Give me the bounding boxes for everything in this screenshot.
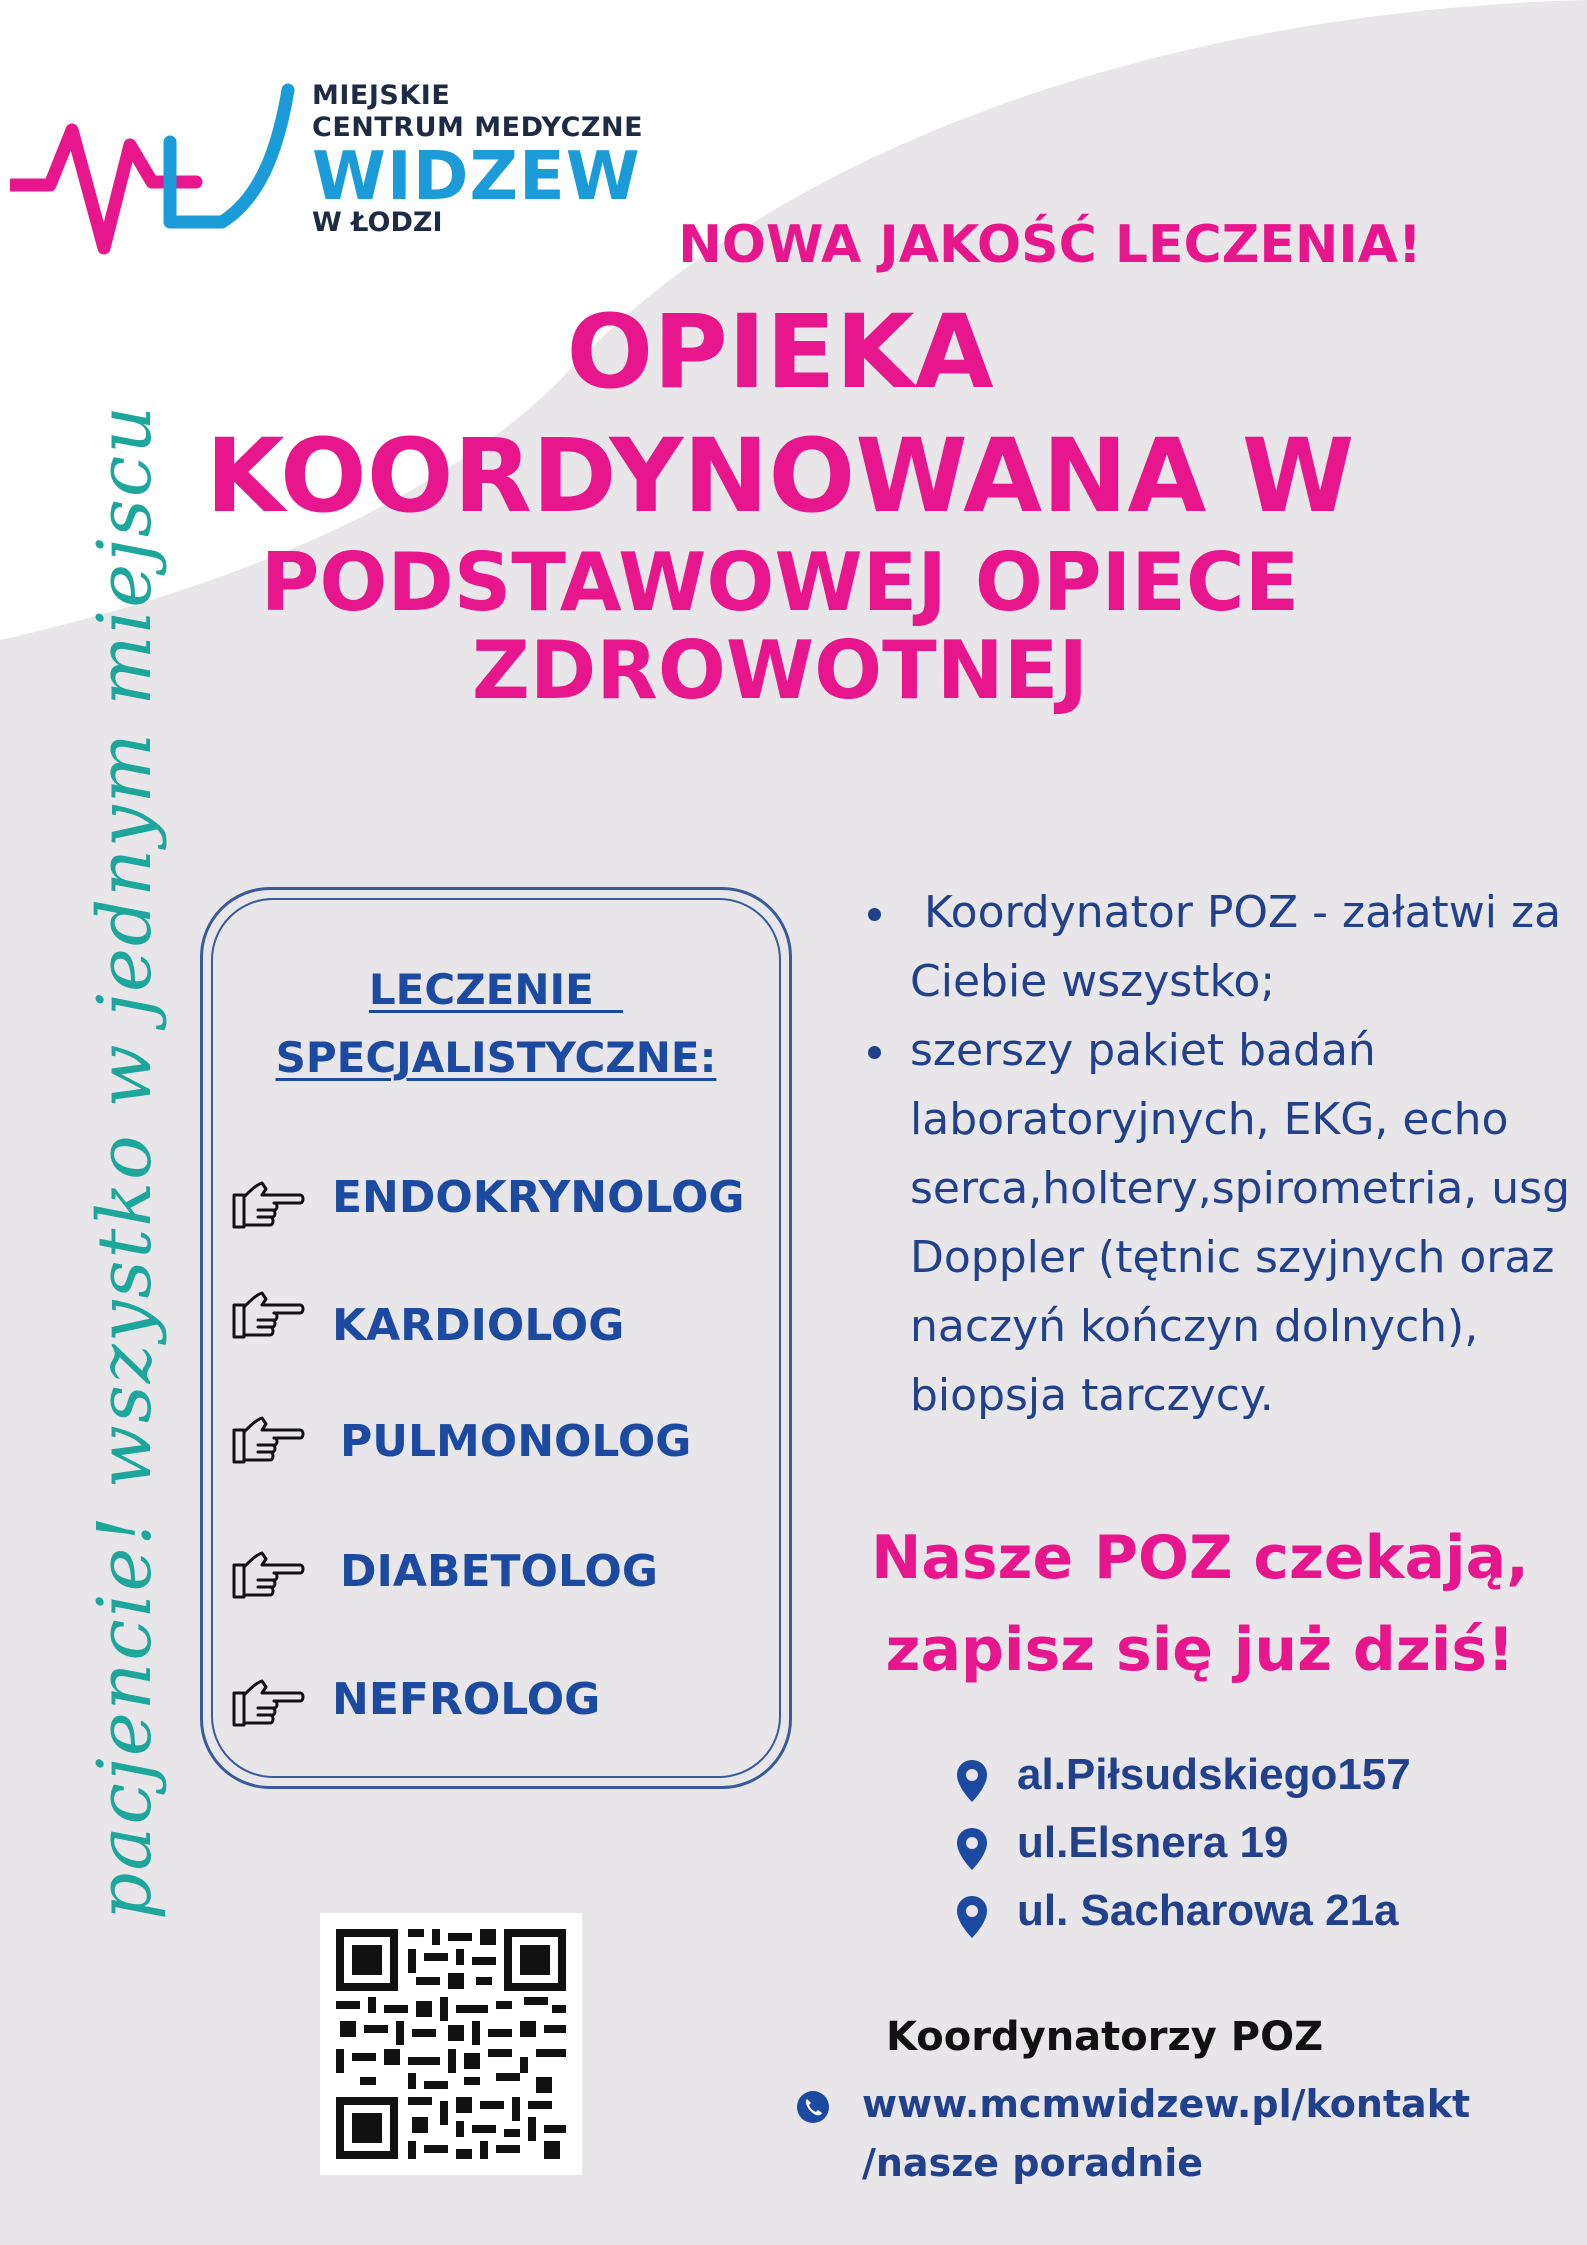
specialist-item: DIABETOLOG (340, 1546, 658, 1597)
logo-line2: CENTRUM MEDYCZNE (312, 112, 644, 143)
tagline: NOWA JAKOŚĆ LECZENIA! (678, 215, 1422, 275)
coordinators-title: Koordynatorzy POZ (886, 2014, 1324, 2060)
benefit-line: Koordynator POZ - załatwi za (910, 887, 1562, 938)
logo-mark (10, 70, 310, 260)
specialist-item: PULMONOLOG (340, 1416, 692, 1467)
pointing-hand-icon (228, 1175, 306, 1233)
benefit-line: laboratoryjnych, EKG, echo (910, 1094, 1509, 1145)
contact-link[interactable]: www.mcmwidzew.pl/kontakt (862, 2082, 1471, 2126)
specialist-item: NEFROLOG (332, 1674, 601, 1725)
benefit-line: Doppler (tętnic szyjnych oraz (910, 1232, 1555, 1283)
cta-line2: zapisz się już dziś! (885, 1615, 1515, 1685)
cta-line1: Nasze POZ czekają, (871, 1523, 1529, 1593)
logo-small: W ŁODZI (312, 207, 443, 238)
specialist-title-line2: SPECJALISTYCZNE: (275, 1033, 717, 1082)
location-pin-icon (954, 1758, 990, 1804)
benefit-line: Ciebie wszystko; (910, 956, 1276, 1007)
specialist-item: KARDIOLOG (332, 1300, 625, 1351)
pointing-hand-icon (228, 1545, 306, 1603)
benefits-list (862, 878, 1587, 1430)
side-slogan: pacjencie! wszystko w jednym miejscu (82, 403, 168, 1920)
qr-code[interactable] (320, 1913, 582, 2175)
logo-big: WIDZEW (312, 137, 641, 215)
logo-line1: MIEJSKIE (312, 80, 451, 111)
benefit-item (862, 1016, 1587, 1430)
benefit-item (862, 878, 1587, 1016)
headline-line2: KOORDYNOWANA W (205, 417, 1355, 536)
address-item: ul.Elsnera 19 (1017, 1818, 1289, 1867)
contact-link-cont[interactable]: /nasze poradnie (862, 2141, 1204, 2185)
pointing-hand-icon (228, 1285, 306, 1343)
headline-line4: ZDROWOTNEJ (471, 624, 1089, 717)
specialist-item: ENDOKRYNOLOG (332, 1172, 745, 1223)
specialist-title (200, 956, 792, 1092)
pointing-hand-icon (228, 1673, 306, 1731)
pointing-hand-icon (228, 1410, 306, 1468)
phone-icon (796, 2090, 830, 2124)
benefit-line: serca,holtery,spirometria, usg (910, 1163, 1571, 1214)
specialist-title-line1: LECZENIE (368, 965, 624, 1014)
logo-text (312, 80, 643, 238)
location-pin-icon (954, 1894, 990, 1940)
headline-line3: PODSTAWOWEJ OPIECE (260, 536, 1300, 629)
address-item: ul. Sacharowa 21a (1017, 1886, 1399, 1935)
location-pin-icon (954, 1826, 990, 1872)
qr-code-graphic (320, 1913, 582, 2175)
benefit-line: szerszy pakiet badań (910, 1025, 1376, 1076)
benefit-line: naczyń kończyn dolnych), (910, 1301, 1479, 1352)
headline-line1: OPIEKA (566, 293, 994, 412)
benefit-line: biopsja tarczycy. (910, 1370, 1274, 1421)
address-item: al.Piłsudskiego157 (1017, 1750, 1411, 1799)
